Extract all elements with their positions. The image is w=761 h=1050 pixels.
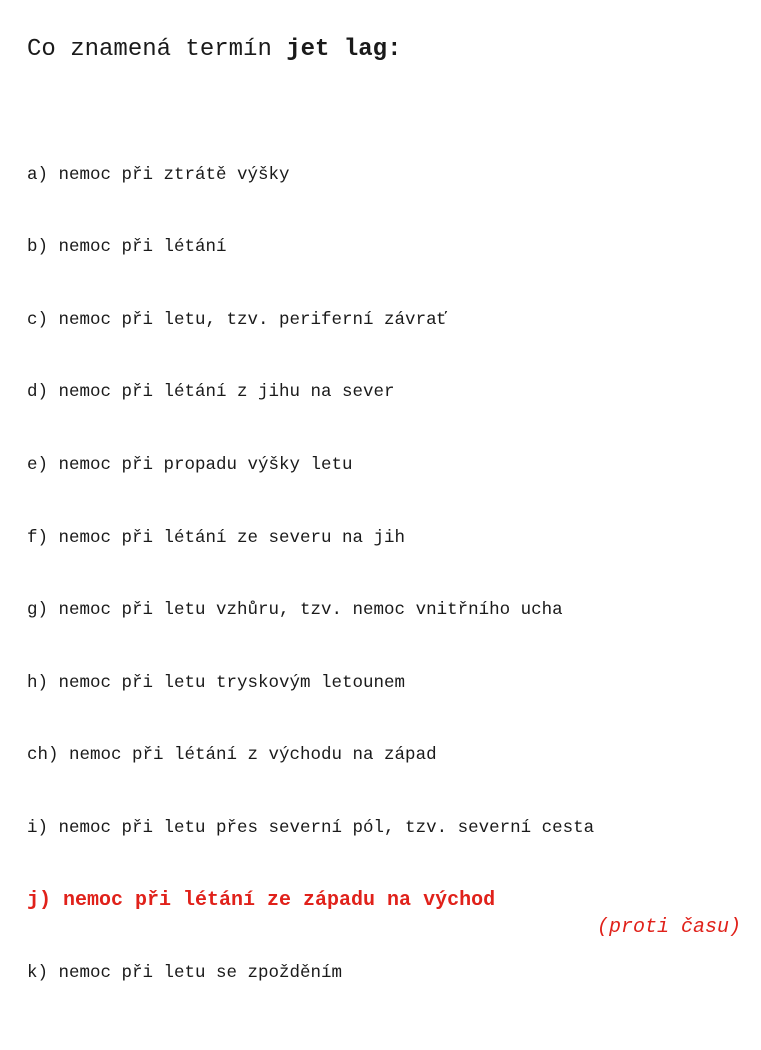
answer-option-g: g) nemoc při letu vzhůru, tzv. nemoc vnitřního ucha: [27, 600, 563, 620]
answer-option-h: h) nemoc při letu tryskovým letounem: [27, 673, 406, 693]
question-term: jet lag:: [286, 36, 402, 63]
answer-option-e: e) nemoc při propadu výšky letu: [27, 455, 353, 475]
answer-option-d: d) nemoc při létání z jihu na sever: [27, 382, 395, 402]
answer-option-k: k) nemoc při letu se zpožděním: [27, 963, 343, 983]
answer-option-c: c) nemoc při letu, tzv. periferní závrať: [27, 310, 448, 330]
answer-option-f: f) nemoc při létání ze severu na jih: [27, 528, 406, 548]
correct-answer-note: (proti času): [596, 916, 741, 939]
answer-option-ch: ch) nemoc při létání z východu na západ: [27, 745, 437, 765]
answer-option-a: a) nemoc při ztrátě výšky: [27, 165, 290, 185]
answer-option-i: i) nemoc při letu přes severní pól, tzv. severní cesta: [27, 818, 595, 838]
question-title: [27, 36, 401, 64]
question-prefix: Co znamená termín: [27, 36, 287, 63]
answer-option-b: b) nemoc při létání: [27, 237, 227, 257]
answer-option-j-correct: j) nemoc při létání ze západu na východ: [27, 889, 496, 912]
